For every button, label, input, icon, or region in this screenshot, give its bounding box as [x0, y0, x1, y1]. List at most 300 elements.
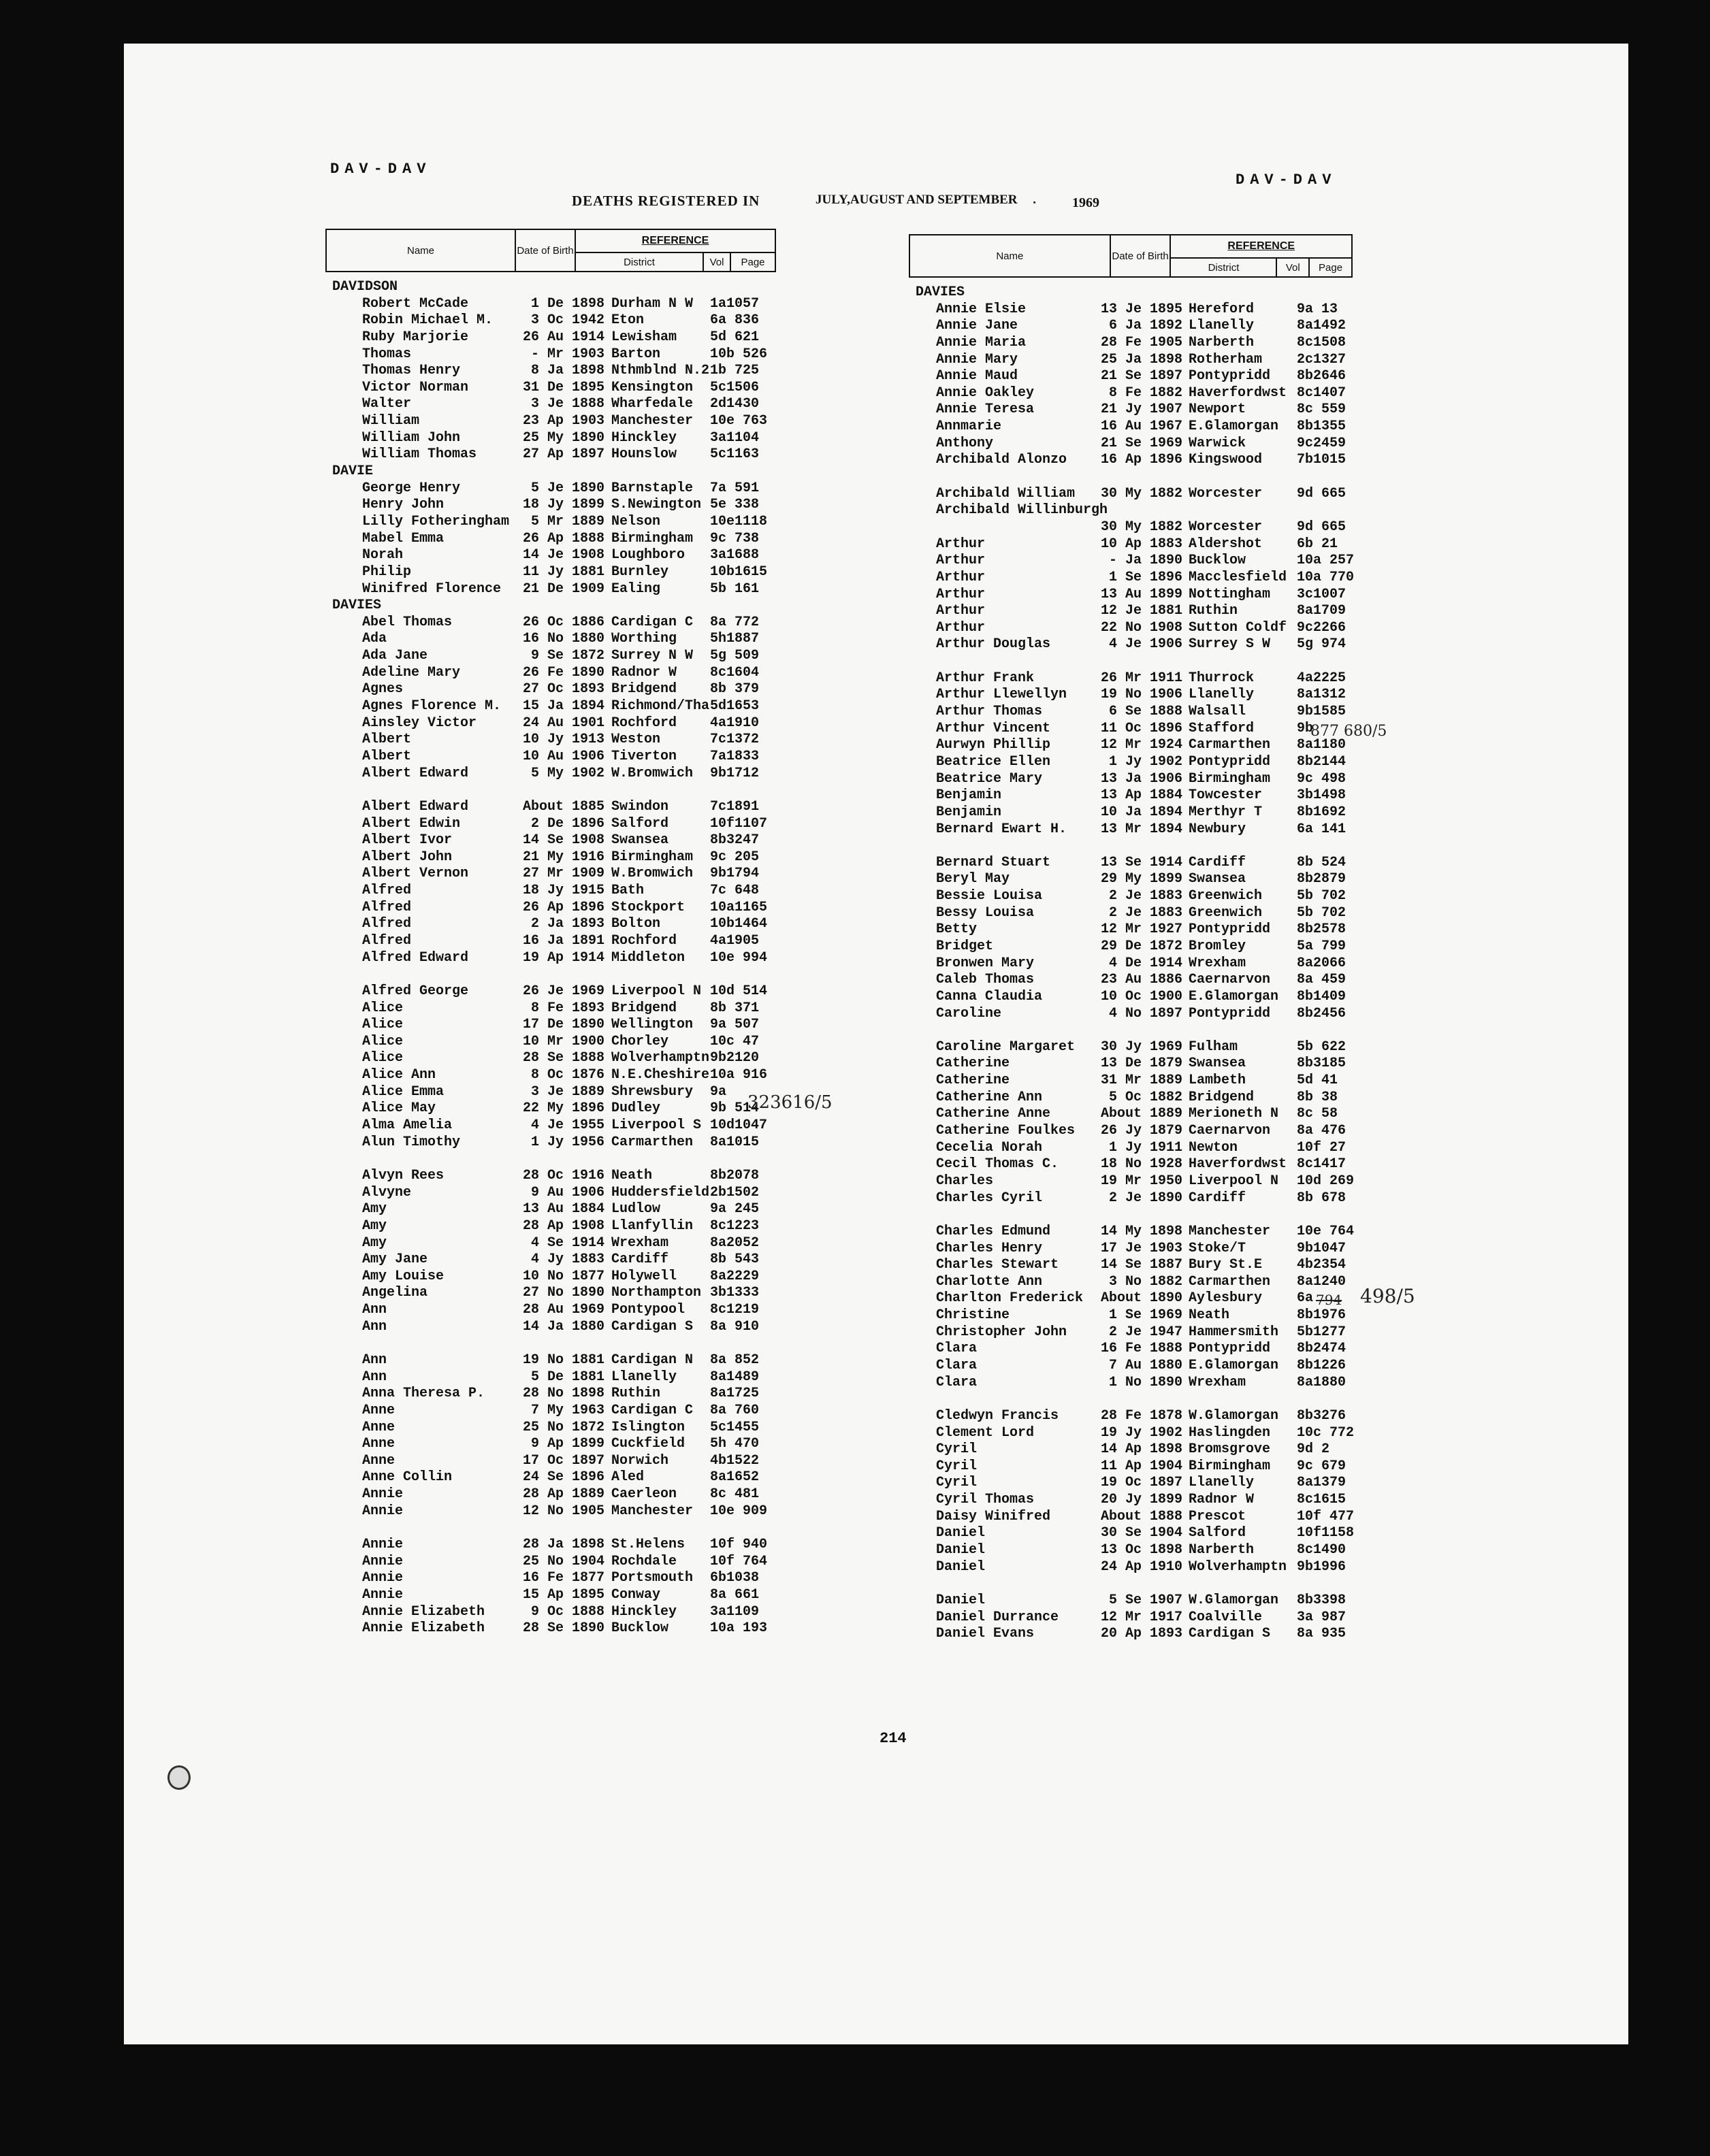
- entry-name: Albert Vernon: [362, 866, 469, 882]
- surname-heading: DAVIES: [332, 598, 382, 614]
- entry-date: 15 Ap 1895: [523, 1586, 605, 1603]
- entry-reference: 4b2354: [1297, 1257, 1346, 1273]
- entry-date: 16 No 1880: [523, 631, 605, 647]
- entry-name: Alvyn Rees: [362, 1167, 445, 1183]
- entry-date: 31 De 1895: [523, 379, 605, 395]
- entry-reference: 8c1604: [710, 664, 760, 681]
- entry-row: [909, 335, 1353, 352]
- entry-district: Hammersmith: [1189, 1324, 1279, 1340]
- entry-date: 2 Ja 1893: [530, 916, 604, 932]
- entry-district: Liverpool N: [611, 983, 702, 999]
- entry-reference: 9b1712: [710, 765, 760, 781]
- entry-district: Wharfedale: [611, 396, 694, 412]
- entry-district: Warwick: [1189, 435, 1246, 451]
- entry-date: 27 No 1890: [523, 1285, 605, 1301]
- entry-reference: 9c 738: [710, 530, 760, 546]
- entry-row: [909, 956, 1353, 973]
- entry-reference: 6a 836: [710, 312, 760, 329]
- entry-reference: 8b2456: [1297, 1005, 1346, 1022]
- entry-reference: 8a1652: [710, 1469, 760, 1486]
- entry-row: [325, 1168, 775, 1185]
- entry-row: [325, 363, 775, 380]
- entry-date: 1 Jy 1911: [1108, 1139, 1182, 1156]
- entry-reference: 8a1880: [1297, 1374, 1346, 1390]
- entry-district: Cardigan S: [611, 1318, 694, 1335]
- entry-name: Alvyne: [362, 1184, 412, 1200]
- entry-reference: 8a2052: [710, 1235, 760, 1251]
- entry-date: 5 Mr 1889: [530, 513, 604, 529]
- entry-name: Archibald Willinburgh: [936, 502, 1108, 519]
- entry-reference: 8c1223: [710, 1218, 760, 1234]
- entry-reference: 5d1653: [710, 698, 760, 715]
- entry-name: Clara: [936, 1374, 978, 1390]
- entry-row: [325, 1403, 775, 1420]
- entry-name: Annie Teresa: [936, 402, 1035, 418]
- entry-date: 31 Mr 1889: [1100, 1073, 1182, 1089]
- entry-name: Catherine Anne: [936, 1106, 1051, 1122]
- entry-district: Stafford: [1189, 720, 1255, 736]
- entry-date: 9 Se 1872: [530, 648, 604, 664]
- entry-row: [325, 665, 775, 682]
- entry-reference: 7c 648: [710, 883, 760, 899]
- entry-date: 3 Je 1888: [530, 396, 604, 412]
- entry-district: Kingswood: [1189, 452, 1263, 468]
- entry-reference: 5c1163: [710, 446, 760, 463]
- entry-reference: 10e 994: [710, 949, 768, 966]
- entry-reference: 2c1327: [1297, 351, 1346, 368]
- entry-district: Neath: [1189, 1307, 1230, 1324]
- entry-date: 17 Je 1903: [1100, 1240, 1182, 1256]
- entry-row: [325, 564, 775, 581]
- entry-reference: 8b1226: [1297, 1358, 1346, 1373]
- spacer: [325, 1520, 775, 1537]
- entry-district: Rochdale: [611, 1553, 677, 1569]
- entry-name: Daniel: [936, 1542, 986, 1558]
- entry-reference: 5b1277: [1297, 1324, 1346, 1340]
- spacer: [909, 838, 1353, 855]
- entry-reference: 10f1107: [710, 815, 768, 832]
- entry-reference: 8a 661: [710, 1586, 760, 1603]
- entry-reference: 10d 269: [1297, 1173, 1355, 1189]
- entry-date: 9 Ap 1899: [530, 1436, 604, 1452]
- entry-reference: 8c 481: [710, 1486, 760, 1503]
- entry-date: 17 Oc 1897: [523, 1452, 605, 1469]
- entry-date: 14 Ap 1898: [1100, 1441, 1182, 1458]
- entry-row: [325, 413, 775, 430]
- entry-date: 8 Oc 1876: [530, 1067, 604, 1083]
- entry-name: Alice: [362, 1000, 404, 1016]
- entry-row: [909, 587, 1353, 604]
- entry-date: 28 Se 1890: [523, 1620, 605, 1637]
- entry-date: 8 Fe 1882: [1108, 385, 1182, 401]
- entry-row: [909, 1073, 1353, 1090]
- entry-date: 5 Se 1907: [1108, 1592, 1182, 1608]
- entry-row: [325, 1386, 775, 1403]
- entry-date: 4 Se 1914: [530, 1235, 604, 1251]
- entry-district: Bridgend: [1189, 1089, 1255, 1105]
- entry-date: 13 Je 1895: [1100, 301, 1182, 317]
- entry-date: 28 Ap 1908: [523, 1218, 605, 1234]
- entry-row: [909, 1525, 1353, 1542]
- entry-district: Wellington: [611, 1017, 694, 1033]
- entry-name: Annie Elizabeth: [362, 1603, 485, 1620]
- entry-row: [325, 531, 775, 548]
- period-label: [816, 193, 1036, 208]
- entry-row: [909, 1425, 1353, 1442]
- entry-name: Arthur: [936, 569, 986, 585]
- header-dob: Date of Birth: [515, 229, 575, 272]
- entry-reference: 9c2266: [1297, 619, 1346, 636]
- entry-district: Carmarthen: [611, 1134, 694, 1150]
- entry-district: Bridgend: [611, 1000, 677, 1016]
- entry-name: Albert Edwin: [362, 815, 461, 832]
- entry-name: Arthur: [936, 603, 986, 619]
- entry-row: [909, 1358, 1353, 1375]
- entry-district: Birmingham: [611, 849, 694, 865]
- entry-date: 13 Ap 1884: [1100, 787, 1182, 804]
- entry-row: [909, 486, 1353, 503]
- entry-row: [909, 1592, 1353, 1610]
- entry-name: Cyril: [936, 1441, 978, 1458]
- entry-district: Macclesfield: [1189, 569, 1287, 585]
- entry-district: Caernarvon: [1189, 1123, 1271, 1139]
- entry-row: [909, 1324, 1353, 1341]
- entry-row: [325, 648, 775, 665]
- entry-name: Anne: [362, 1419, 396, 1435]
- entry-row: [325, 1570, 775, 1587]
- entry-reference: 8a 910: [710, 1318, 760, 1335]
- entry-row: [325, 1469, 775, 1486]
- entry-reference: 9b: [1297, 720, 1314, 736]
- entry-date: About 1888: [1100, 1508, 1182, 1524]
- entry-date: 11 Oc 1896: [1100, 720, 1182, 736]
- entry-row: [325, 1185, 775, 1202]
- entry-district: Cardigan N: [611, 1352, 694, 1368]
- entry-date: 28 Oc 1916: [523, 1167, 605, 1183]
- entry-row: [325, 983, 775, 1000]
- entry-name: Albert Edward: [362, 798, 469, 815]
- entry-reference: 10b1464: [710, 916, 768, 932]
- entry-date: About 1889: [1100, 1106, 1182, 1122]
- entry-name: Daniel: [936, 1592, 986, 1608]
- entry-name: Alice: [362, 1017, 404, 1033]
- entry-date: 14 Je 1908: [523, 547, 605, 564]
- entry-date: 22 No 1908: [1100, 619, 1182, 636]
- entry-date: 5 Je 1890: [530, 480, 604, 496]
- entry-district: Lewisham: [611, 329, 677, 345]
- entry-row: [325, 1034, 775, 1051]
- entry-district: Cardigan S: [1189, 1626, 1271, 1642]
- entry-reference: 10f 764: [710, 1553, 768, 1569]
- entry-name: Catherine: [936, 1073, 1010, 1089]
- entry-name: Beatrice Ellen: [936, 753, 1051, 770]
- entry-date: 25 No 1872: [523, 1419, 605, 1435]
- entry-district: Swansea: [611, 832, 669, 849]
- entry-reference: 10a 916: [710, 1067, 768, 1083]
- entry-district: Haslingden: [1189, 1424, 1271, 1441]
- entry-reference: 9b1794: [710, 866, 760, 882]
- entry-district: Burnley: [611, 564, 669, 580]
- entry-name: Annie Maud: [936, 368, 1018, 385]
- entry-row: [325, 1100, 775, 1117]
- entry-row: [909, 553, 1353, 570]
- entry-row: [909, 1441, 1353, 1458]
- entry-row: [325, 1084, 775, 1101]
- entry-reference: 8b1976: [1297, 1307, 1346, 1324]
- entry-date: 16 Ja 1891: [523, 932, 605, 949]
- entry-district: Walsall: [1189, 704, 1246, 720]
- entry-row: [909, 821, 1353, 838]
- entry-row: [325, 1554, 775, 1571]
- entry-row: [325, 296, 775, 313]
- entry-row: [325, 950, 775, 967]
- spacer: [909, 1391, 1353, 1408]
- entry-district: Rochford: [611, 932, 677, 949]
- entry-name: Robin Michael M.: [362, 312, 494, 329]
- entry-row: [325, 900, 775, 917]
- header-vol: Vol: [703, 252, 730, 272]
- entry-row: [909, 921, 1353, 938]
- entry-row: [325, 1604, 775, 1621]
- entry-date: 2 Je 1883: [1108, 904, 1182, 921]
- header-left-code: DAV-DAV: [330, 161, 432, 178]
- entry-date: 14 Se 1908: [523, 832, 605, 849]
- entry-district: Neath: [611, 1167, 653, 1183]
- entry-row: [325, 1285, 775, 1302]
- entry-row: [325, 816, 775, 833]
- entry-reference: 8b3185: [1297, 1056, 1346, 1072]
- entry-reference: 10a1165: [710, 899, 768, 915]
- entry-district: Cuckfield: [611, 1436, 685, 1452]
- entry-date: 19 Mr 1950: [1100, 1173, 1182, 1189]
- entry-name: Anne Collin: [362, 1469, 453, 1486]
- entry-row: [325, 732, 775, 749]
- entry-name: Beatrice Mary: [936, 770, 1043, 787]
- entry-date: 24 Ap 1910: [1100, 1558, 1182, 1575]
- entry-reference: 8c 559: [1297, 402, 1346, 418]
- entry-name: Charlotte Ann: [936, 1273, 1043, 1290]
- entry-district: Nthmblnd N.2: [611, 363, 710, 379]
- entry-row: [325, 698, 775, 715]
- entry-date: 24 Au 1901: [523, 715, 605, 731]
- entry-district: Newbury: [1189, 821, 1246, 837]
- entry-district: Llanelly: [1189, 687, 1255, 703]
- entry-reference: 8a 772: [710, 614, 760, 630]
- entry-reference: 8b3398: [1297, 1592, 1346, 1608]
- entry-date: 12 Mr 1917: [1100, 1609, 1182, 1625]
- entry-date: 26 Ap 1896: [523, 899, 605, 915]
- entry-reference: 9a 507: [710, 1017, 760, 1033]
- entry-district: Wrexham: [1189, 955, 1246, 971]
- entry-name: Annie: [362, 1503, 404, 1519]
- entry-row: [909, 1492, 1353, 1509]
- entry-district: Rotherham: [1189, 351, 1263, 368]
- entry-district: Holywell: [611, 1268, 677, 1284]
- entry-date: 21 My 1916: [523, 849, 605, 865]
- entry-district: Liverpool S: [611, 1117, 702, 1134]
- entry-district: Caerleon: [611, 1486, 677, 1503]
- entry-date: 25 No 1904: [523, 1553, 605, 1569]
- entry-district: Greenwich: [1189, 904, 1263, 921]
- entry-reference: 9b1047: [1297, 1240, 1346, 1256]
- entry-name: Christine: [936, 1307, 1010, 1324]
- entry-reference: 8b2646: [1297, 368, 1346, 385]
- entry-date: 15 Ja 1894: [523, 698, 605, 715]
- entry-reference: 2d1430: [710, 396, 760, 412]
- entry-date: 1 Se 1969: [1108, 1307, 1182, 1324]
- left-table-header: [325, 229, 776, 272]
- entry-date: 26 Fe 1890: [523, 664, 605, 681]
- entry-row: [325, 1218, 775, 1235]
- entry-district: Llanelly: [1189, 318, 1255, 334]
- entry-reference: 10b1615: [710, 564, 768, 580]
- entry-name: Arthur Llewellyn: [936, 687, 1067, 703]
- entry-row: [909, 1039, 1353, 1056]
- entry-name: Cledwyn Francis: [936, 1407, 1059, 1424]
- entry-reference: 2b1502: [710, 1184, 760, 1200]
- header-district: District: [575, 252, 703, 272]
- entry-date: 21 Jy 1907: [1100, 402, 1182, 418]
- entry-reference: 5b 161: [710, 581, 760, 597]
- entry-row: [909, 620, 1353, 637]
- entry-name: Anne: [362, 1402, 396, 1418]
- entry-date: 18 Jy 1899: [523, 497, 605, 513]
- entry-district: Swansea: [1189, 871, 1246, 887]
- entry-reference: 8b3247: [710, 832, 760, 849]
- entry-name: Alice Emma: [362, 1083, 445, 1100]
- spacer: [909, 469, 1353, 486]
- entry-reference: 9a 13: [1297, 301, 1338, 317]
- entry-district: Swindon: [611, 798, 669, 815]
- entry-name: Norah: [362, 547, 404, 564]
- entry-date: 10 Au 1906: [523, 748, 605, 764]
- entry-reference: 8c 58: [1297, 1106, 1338, 1122]
- entry-name: Alfred: [362, 899, 412, 915]
- entry-row: [909, 502, 1353, 519]
- entry-reference: 8c1219: [710, 1302, 760, 1318]
- entry-row: [909, 301, 1353, 318]
- entry-reference: 5d 621: [710, 329, 760, 345]
- entry-date: 6 Ja 1892: [1108, 318, 1182, 334]
- entry-date: 8 Ja 1898: [530, 363, 604, 379]
- entry-row: [325, 631, 775, 648]
- entry-name: Alfred Edward: [362, 949, 469, 966]
- entry-row: [909, 1408, 1353, 1425]
- entry-name: Arthur Vincent: [936, 720, 1051, 736]
- entry-row: [325, 615, 775, 632]
- entry-name: William: [362, 413, 420, 429]
- entry-reference: 3a 987: [1297, 1609, 1346, 1625]
- entry-date: 12 Je 1881: [1100, 603, 1182, 619]
- entry-name: Arthur Frank: [936, 670, 1035, 686]
- right-entries: [909, 284, 1353, 1643]
- entry-date: 13 De 1879: [1100, 1056, 1182, 1072]
- entry-district: Llanelly: [611, 1369, 677, 1385]
- entry-reference: 6b1038: [710, 1570, 760, 1586]
- entry-date: 30 My 1882: [1100, 485, 1182, 502]
- entry-district: Northampton: [611, 1285, 702, 1301]
- entry-name: Alice Ann: [362, 1067, 436, 1083]
- entry-reference: 7c1372: [710, 732, 760, 748]
- left-column: [325, 229, 775, 1637]
- entry-name: Annie Jane: [936, 318, 1018, 334]
- entry-row: [325, 1134, 775, 1152]
- entry-name: Arthur Douglas: [936, 636, 1051, 653]
- header-right-code: DAV-DAV: [1236, 172, 1337, 189]
- entry-reference: 10e 909: [710, 1503, 768, 1519]
- entry-name: Annie: [362, 1486, 404, 1503]
- entry-date: 30 My 1882: [1100, 519, 1182, 535]
- entry-district: St.Helens: [611, 1537, 685, 1553]
- entry-reference: 8a 459: [1297, 972, 1346, 988]
- entry-date: 22 My 1896: [523, 1100, 605, 1117]
- entry-row: [325, 832, 775, 849]
- entry-row: [909, 1224, 1353, 1241]
- entry-name: Alice: [362, 1033, 404, 1049]
- entry-reference: 8b 524: [1297, 854, 1346, 870]
- entry-district: Pontypridd: [1189, 753, 1271, 770]
- entry-row: [325, 1420, 775, 1437]
- entry-district: Haverfordwst: [1189, 1156, 1287, 1173]
- entry-reference: 8a 476: [1297, 1123, 1346, 1139]
- entry-date: 19 No 1881: [523, 1352, 605, 1368]
- entry-district: Conway: [611, 1586, 661, 1603]
- entry-name: Albert Ivor: [362, 832, 453, 849]
- entry-date: 10 Oc 1900: [1100, 988, 1182, 1004]
- entry-district: Birmingham: [1189, 770, 1271, 787]
- entry-name: Arthur: [936, 553, 986, 569]
- entry-reference: 9b1585: [1297, 704, 1346, 720]
- entry-row: [325, 1486, 775, 1503]
- entry-district: Shrewsbury: [611, 1083, 694, 1100]
- entry-date: 6 Se 1888: [1108, 704, 1182, 720]
- entry-reference: 5b 702: [1297, 904, 1346, 921]
- entry-reference: 8b 379: [710, 681, 760, 698]
- entry-date: 17 De 1890: [523, 1017, 605, 1033]
- entry-name: Philip: [362, 564, 412, 580]
- entry-district: Aylesbury: [1189, 1290, 1263, 1307]
- entry-district: Bromley: [1189, 938, 1246, 954]
- entry-name: Daniel: [936, 1525, 986, 1541]
- entry-name: Catherine Foulkes: [936, 1123, 1076, 1139]
- entry-date: 4 Je 1955: [530, 1117, 604, 1134]
- entry-reference: 10e 763: [710, 413, 768, 429]
- entry-date: 3 No 1882: [1108, 1273, 1182, 1290]
- entry-date: 28 Ap 1889: [523, 1486, 605, 1503]
- entry-district: Narberth: [1189, 334, 1255, 350]
- entry-district: Rochford: [611, 715, 677, 731]
- entry-row: [325, 1503, 775, 1520]
- spacer: [909, 1022, 1353, 1039]
- entry-reference: 8b1692: [1297, 804, 1346, 820]
- entry-row: [325, 749, 775, 766]
- entry-reference: 4a1905: [710, 932, 760, 949]
- annotation-arthur-vincent: 877 680/5: [1310, 723, 1387, 740]
- entry-district: Manchester: [611, 1503, 694, 1519]
- entry-date: 21 Se 1969: [1100, 435, 1182, 451]
- entry-name: Annie Oakley: [936, 385, 1035, 401]
- entry-reference: 8b2578: [1297, 921, 1346, 938]
- entry-reference: 10f 27: [1297, 1139, 1346, 1156]
- entry-name: Daniel: [936, 1558, 986, 1575]
- entry-reference: 1a1057: [710, 295, 760, 312]
- surname-heading: DAVIE: [332, 463, 374, 480]
- entry-date: 24 Se 1896: [523, 1469, 605, 1486]
- entry-reference: 8a1180: [1297, 737, 1346, 753]
- entry-row: [325, 1050, 775, 1067]
- entry-district: W.Bromwich: [611, 765, 694, 781]
- entry-reference: 8a1489: [710, 1369, 760, 1385]
